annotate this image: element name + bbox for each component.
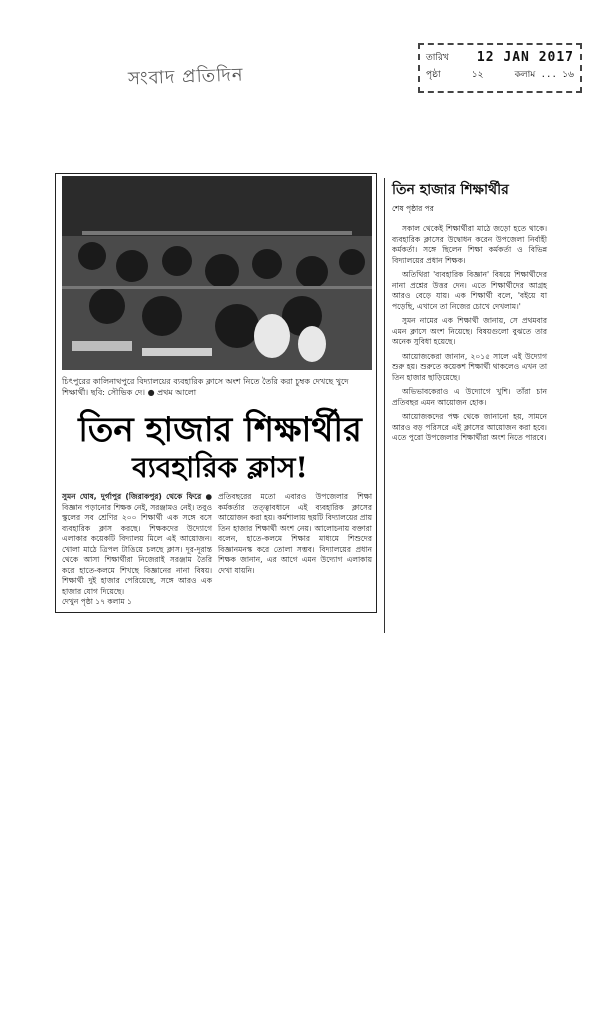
students-photo-graphic — [62, 176, 372, 370]
article-left-column — [62, 492, 212, 597]
newspaper-masthead: সংবাদ প্রতিদিন — [127, 64, 244, 90]
left-column-text: বিজ্ঞান পড়ানোর শিক্ষক নেই, সরঞ্জামও নেই। তবুও স্কুলের সব শ্রেণির ২০০ শিক্ষার্থী এক সঙ্গে বসে ব্যবহারিক ক্লাস করছে। শিক্ষকদের উদ্যোগে এলাকার কয়েকটি বিদ্যালয় মিলে এই আয়োজন। খোলা মাঠে ত্রিপল টাঙিয়ে চলছে ক্লাস। দূর-দূরান্ত থেকে আসা শিক্ষার্থীরা নিজেরাই সরঞ্জাম তৈরি করে হাতে-কলমে শিখছে বিজ্ঞানের নানা বিষয়। শিক্ষার্থী দুই হাজার পেরিয়েছে, সঙ্গে আরও এক হাজার যোগ দিয়েছে। — [62, 502, 212, 596]
headline-line-1: তিন হাজার শিক্ষার্থীর — [78, 410, 362, 450]
continued-note: দেখুন পৃষ্ঠা ১৭ কলাম ১ — [62, 597, 132, 606]
article-photo — [62, 176, 372, 370]
continuation-column — [392, 178, 547, 630]
continuation-paragraph: আয়োজকদের পক্ষ থেকে জানানো হয়, সামনে আরও বড় পরিসরে এই ক্লাসের আয়োজন করা হবে। এতে পুরো উপজেলার শিক্ষার্থীরা অংশ নিতে পারবে। — [392, 412, 547, 442]
continuation-title: তিন হাজার শিক্ষার্থীর — [392, 182, 509, 198]
stamp-page: ১২ — [471, 70, 484, 80]
continuation-paragraph: আয়োজকেরা জানান, ২০১৫ সালে এই উদ্যোগ শুরু হয়। শুরুতে কয়েকশ শিক্ষার্থী থাকলেও এখন তা তিন হাজার ছাড়িয়েছে। — [392, 351, 547, 382]
continuation-paragraph: সকাল থেকেই শিক্ষার্থীরা মাঠে জড়ো হতে থাকে। ব্যবহারিক ক্লাসের উদ্বোধন করেন উপজেলা নির্বাহী কর্মকর্তা। সঙ্গে ছিলেন শিক্ষা কর্মকর্তা ও বিভিন্ন বিদ্যালয়ের প্রধান শিক্ষক। — [392, 224, 547, 265]
stamp-column: কলাম ... ১৬ — [514, 70, 574, 80]
continuation-paragraph: অভিভাবকেরাও এ উদ্যোগে খুশি। তাঁরা চান প্রতিবছর এমন আয়োজন হোক। — [392, 387, 547, 407]
continuation-paragraph: অতিথিরা 'ব্যবহারিক বিজ্ঞান' বিষয়ে শিক্ষার্থীদের নানা প্রশ্নের উত্তর দেন। এতে শিক্ষার্থীদের আগ্রহ আরও বেড়ে যায়। এক শিক্ষার্থী বলে, 'বইয়ে যা পড়েছি, এখানে তা নিজের চোখে দেখলাম।' — [392, 270, 547, 311]
stamp-date: 12 JAN 2017 — [476, 50, 574, 65]
stamp-page-label: পৃষ্ঠা — [426, 70, 441, 80]
date-stamp — [418, 43, 582, 93]
article-right-column: প্রতিবছরের মতো এবারও উপজেলার শিক্ষা কর্মকর্তার তত্ত্বাবধানে এই ব্যবহারিক ক্লাসের আয়োজন করা হয়। কর্মশালায় ছয়টি বিদ্যালয়ের প্রায় তিন হাজার শিক্ষার্থী অংশ নেয়। আলোচনায় বক্তারা বলেন, হাতে-কলমে শিক্ষার মাধ্যমে শিশুদের বিজ্ঞানমনস্ক করে তোলা সম্ভব। বিদ্যালয়ের প্রধান শিক্ষক জানান, এর আগে এমন উদ্যোগ এলাকায় দেখা যায়নি। — [218, 492, 372, 575]
continuation-text — [392, 224, 547, 444]
stamp-date-label: তারিখ — [426, 53, 449, 63]
column-divider — [384, 178, 385, 633]
continuation-subtitle: শেষ পৃষ্ঠার পর — [392, 204, 434, 213]
headline-line-2: ব্যবহারিক ক্লাস! — [132, 451, 308, 484]
article-byline: সুমন ঘোষ, দুর্গাপুর (জিরাকপুর) থেকে ফিরে ● — [62, 492, 212, 501]
article-headline — [70, 410, 370, 486]
photo-caption: চিৎপুরের কালিনাথপুরে বিদ্যালয়ের ব্যবহারিক ক্লাসে অংশ নিতে তৈরি করা চুম্বক দেখছে খুদে শিক্ষার্থী। ছবি: সৌভিক দে। ● প্রথম আলো — [62, 377, 349, 397]
continuation-paragraph: সুমন নামের এক শিক্ষার্থী জানায়, সে প্রথমবার এমন ক্লাসে অংশ নিয়েছে। বিষয়গুলো বুঝতে তার অনেক সুবিধা হয়েছে। — [392, 316, 547, 346]
